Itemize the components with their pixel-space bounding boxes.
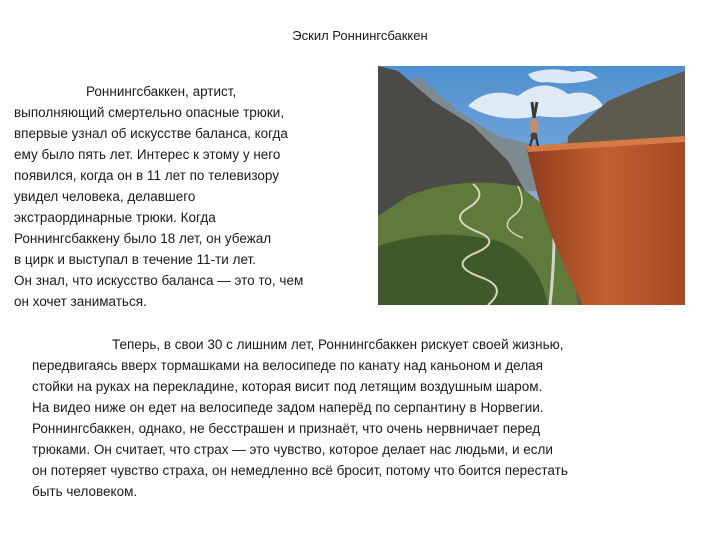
paragraph-line: Он знал, что искусство баланса — это то, чем (14, 273, 304, 288)
page-title: Эскил Роннингсбаккен (292, 28, 428, 43)
paragraph-line: увидел человека, делавшего (14, 189, 196, 204)
paragraph-line: выполняющий смертельно опасные трюки, (14, 105, 285, 120)
paragraph-line: Роннингсбаккен, однако, не бесстрашен и признаёт, что очень нервничает перед (32, 421, 541, 436)
paragraph-line: трюками. Он считает, что страх — это чувство, которое делает нас людьми, и если (32, 442, 553, 457)
paragraph-line: Роннингсбаккену было 18 лет, он убежал (14, 231, 272, 246)
main-paragraph (32, 334, 702, 502)
paragraph-line: экстраординарные трюки. Когда (14, 210, 216, 225)
paragraph-line: передвигаясь вверх тормашками на велосипеде по канату над каньоном и делая (32, 358, 543, 373)
paragraph-line: На видео ниже он едет на велосипеде задом наперёд по серпантину в Норвегии. (32, 400, 544, 415)
paragraph-line: стойки на руках на перекладине, которая висит под летящим воздушным шаром. (32, 379, 543, 394)
handstand-photo (378, 66, 685, 305)
paragraph-line: появился, когда он в 11 лет по телевизору (14, 168, 279, 183)
paragraph-line: впервые узнал об искусстве баланса, когда (14, 126, 288, 141)
paragraph-line: он потеряет чувство страха, он немедленно всё бросит, потому что боится перестать (32, 463, 568, 478)
paragraph-line: Роннингсбаккен, артист, (86, 84, 237, 99)
paragraph-line: ему было пять лет. Интерес к этому у него (14, 147, 281, 162)
intro-paragraph (14, 81, 374, 312)
paragraph-line: быть человеком. (32, 484, 138, 499)
paragraph-line: в цирк и выступал в течение 11-ти лет. (14, 252, 256, 267)
paragraph-line: Теперь, в свои 30 с лишним лет, Роннингсбаккен рискует своей жизнью, (112, 337, 564, 352)
paragraph-line: он хочет заниматься. (14, 294, 147, 309)
